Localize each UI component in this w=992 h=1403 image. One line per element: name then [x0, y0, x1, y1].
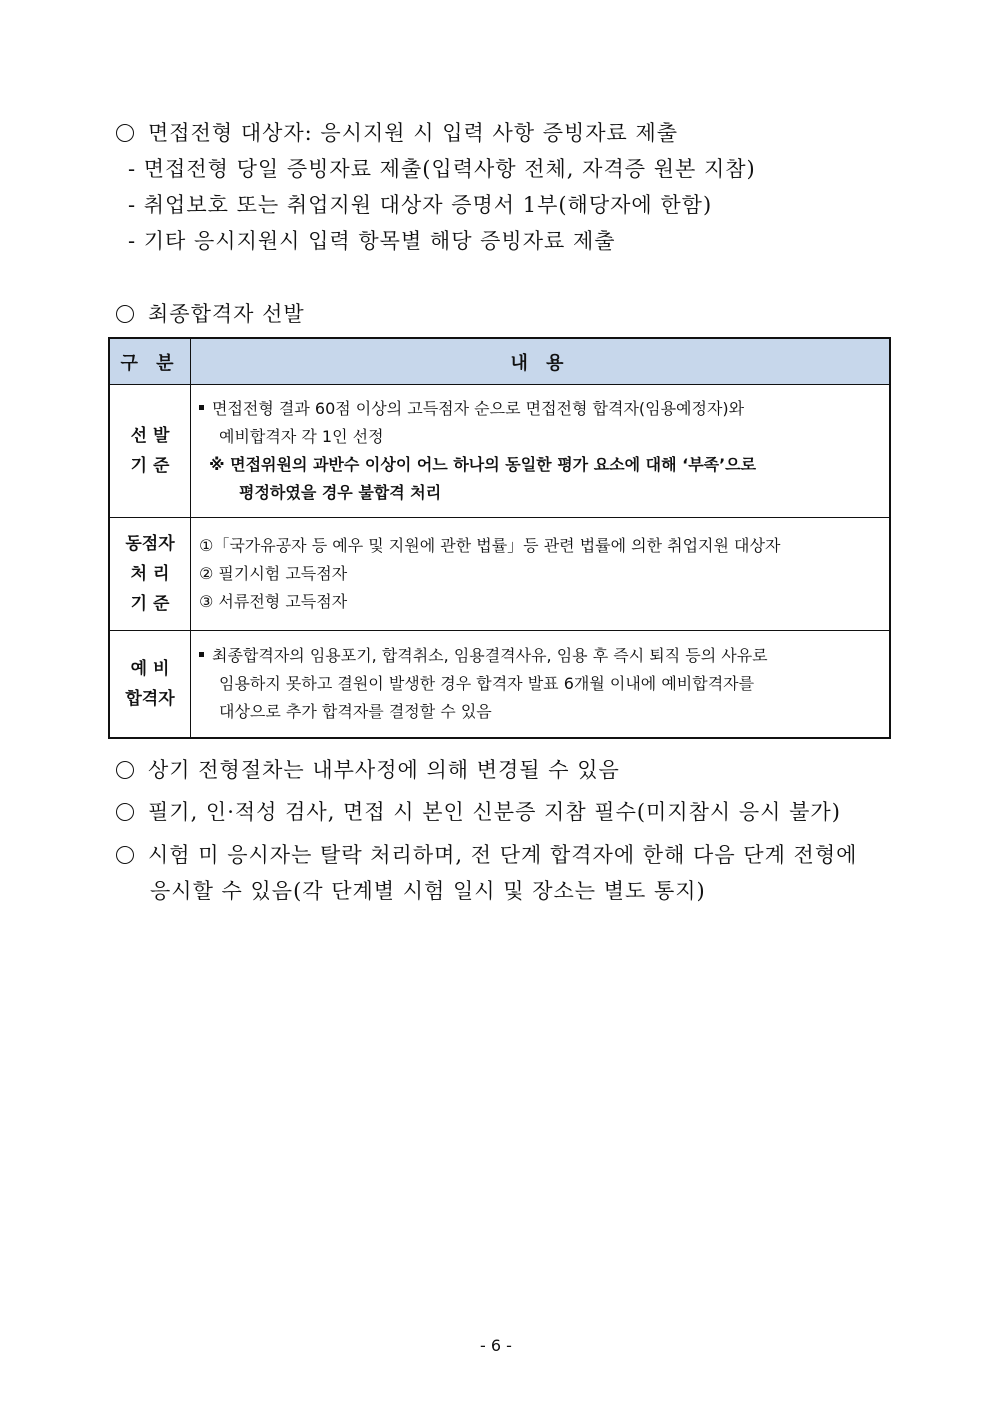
row-content: 면접전형 결과 60점 이상의 고득점자 순으로 면접전형 합격자(임용예정자)와 예비합격자 각 1인 선정 ※ 면접위원의 과반수 이상이 어느 하나의 동일한 평가 요소에 대해 ‘부족’으로 평정하였을 경우 불합격 처리 — [191, 385, 891, 518]
section1-item: - 취업보호 또는 취업지원 대상자 증명서 1부(해당자에 한함) — [128, 193, 713, 217]
row-label: 동점자 처 리 기 준 — [109, 518, 191, 631]
header-content: 내 용 — [191, 338, 891, 385]
circle-bullet-icon — [116, 761, 134, 779]
header-category: 구 분 — [109, 338, 191, 385]
table-header-row — [109, 338, 890, 385]
circle-bullet-icon — [116, 305, 134, 323]
row-content: 최종합격자의 임용포기, 합격취소, 임용결격사유, 임용 후 즉시 퇴직 등의 사유로 임용하지 못하고 결원이 발생한 경우 합격자 발표 6개월 이내에 예비합격자를 대상으로 추가 합격자를 결정할 수 있음 — [191, 631, 891, 738]
circle-bullet-icon — [116, 846, 134, 864]
note-line: 시험 미 응시자는 탈락 처리하며, 전 단계 합격자에 한해 다음 단계 전형에 — [116, 843, 857, 868]
list-item: ①「국가유공자 등 예우 및 지원에 관한 법률」등 관련 법률에 의한 취업지원 대상자 — [199, 536, 781, 555]
circle-bullet-icon — [116, 803, 134, 821]
note-line: 상기 전형절차는 내부사정에 의해 변경될 수 있음 — [116, 758, 620, 783]
note-line: 필기, 인·적성 검사, 면접 시 본인 신분증 지참 필수(미지참시 응시 불가) — [116, 800, 841, 825]
note-text: ※ 면접위원의 과반수 이상이 어느 하나의 동일한 평가 요소에 대해 ‘부족’으로 — [209, 455, 757, 474]
note-text: 평정하였을 경우 불합격 처리 — [239, 483, 442, 502]
list-item: ③ 서류전형 고득점자 — [199, 592, 348, 611]
table-row — [109, 385, 890, 518]
table-row — [109, 518, 890, 631]
list-item: ② 필기시험 고득점자 — [199, 564, 348, 583]
row-content — [191, 518, 891, 631]
note-line-continued: 응시할 수 있음(각 단계별 시험 일시 및 장소는 별도 통지) — [150, 879, 706, 903]
circle-bullet-icon — [116, 124, 134, 142]
section1-heading: 면접전형 대상자: 응시지원 시 입력 사항 증빙자료 제출 — [116, 121, 678, 146]
selection-criteria-table — [108, 337, 891, 739]
square-bullet-icon — [199, 405, 204, 410]
section1-item: - 면접전형 당일 증빙자료 제출(입력사항 전체, 자격증 원본 지참) — [128, 157, 756, 181]
section2-heading: 최종합격자 선발 — [116, 302, 305, 327]
section1-item: - 기타 응시지원시 입력 항목별 해당 증빙자료 제출 — [128, 229, 616, 253]
square-bullet-icon — [199, 652, 204, 657]
table-row — [109, 631, 890, 738]
row-label: 예 비 합격자 — [109, 631, 191, 738]
page-number: - 6 - — [480, 1336, 512, 1355]
row-label: 선 발 기 준 — [109, 385, 191, 518]
